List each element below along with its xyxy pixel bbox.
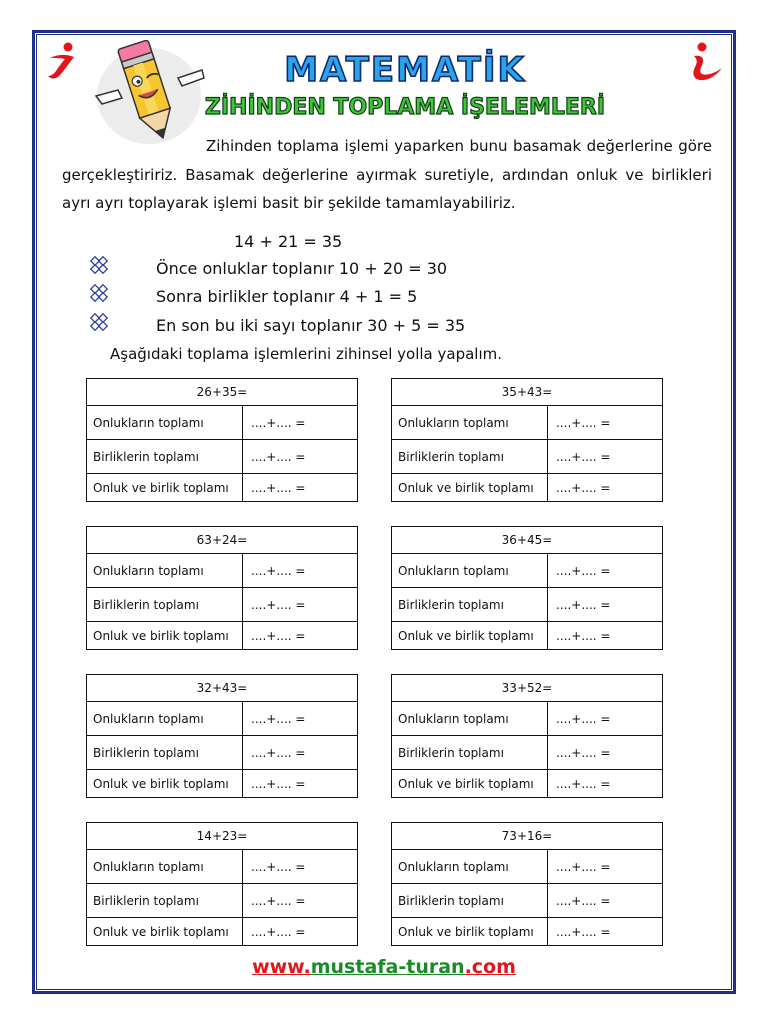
footer-site: mustafa-turan <box>310 956 465 978</box>
total-label: Onluk ve birlik toplamı <box>392 474 548 501</box>
tens-answer[interactable]: ....+.... = <box>556 859 611 874</box>
tens-label: Onlukların toplamı <box>392 850 548 883</box>
footer-prefix: www. <box>252 956 311 978</box>
total-answer[interactable]: ....+.... = <box>556 628 611 643</box>
calc-problem: 36+45= <box>392 527 662 554</box>
total-label: Onluk ve birlik toplamı <box>392 622 548 649</box>
total-answer[interactable]: ....+.... = <box>251 628 306 643</box>
calc-table <box>391 822 663 946</box>
tens-answer[interactable]: ....+.... = <box>556 563 611 578</box>
example-equation: 14 + 21 = 35 <box>234 232 343 251</box>
calc-problem: 26+35= <box>87 379 357 406</box>
clover-bullet-icon <box>90 284 108 302</box>
tens-label: Onlukların toplamı <box>392 702 548 735</box>
calc-table <box>391 674 663 798</box>
instruction-text: Aşağıdaki toplama işlemlerini zihinsel yolla yapalım. <box>110 345 503 363</box>
ones-label: Birliklerin toplamı <box>87 884 243 917</box>
calc-table <box>86 674 358 798</box>
total-label: Onluk ve birlik toplamı <box>87 770 243 797</box>
total-label: Onluk ve birlik toplamı <box>392 918 548 945</box>
ones-answer[interactable]: ....+.... = <box>251 893 306 908</box>
total-label: Onluk ve birlik toplamı <box>87 918 243 945</box>
calc-problem: 14+23= <box>87 823 357 850</box>
tens-label: Onlukların toplamı <box>87 406 243 439</box>
ones-answer[interactable]: ....+.... = <box>556 449 611 464</box>
total-answer[interactable]: ....+.... = <box>556 480 611 495</box>
footer-website-link[interactable] <box>0 955 768 979</box>
total-answer[interactable]: ....+.... = <box>251 924 306 939</box>
tens-label: Onlukların toplamı <box>87 702 243 735</box>
ones-label: Birliklerin toplamı <box>392 440 548 473</box>
calc-table <box>391 526 663 650</box>
calc-table <box>86 822 358 946</box>
intro-paragraph: Zihinden toplama işlemi yaparken bunu basamak değerlerine göre gerçekleştiririz. Basamak değerlerine ayırmak suretiyle, ardından onluk ve birlikleri ayrı ayrı toplayarak işlemi basit bir şekilde tamamlayabiliriz. <box>62 137 712 212</box>
ones-answer[interactable]: ....+.... = <box>251 449 306 464</box>
total-answer[interactable]: ....+.... = <box>251 480 306 495</box>
clover-bullet-icon <box>90 256 108 274</box>
brand-logo-left-icon <box>44 40 88 84</box>
tens-label: Onlukların toplamı <box>87 850 243 883</box>
tens-answer[interactable]: ....+.... = <box>251 563 306 578</box>
total-answer[interactable]: ....+.... = <box>556 776 611 791</box>
ones-answer[interactable]: ....+.... = <box>556 893 611 908</box>
brand-logo-right-icon <box>682 40 726 84</box>
ones-label: Birliklerin toplamı <box>392 588 548 621</box>
total-label: Onluk ve birlik toplamı <box>87 474 243 501</box>
calc-table <box>391 378 663 502</box>
total-label: Onluk ve birlik toplamı <box>392 770 548 797</box>
calc-table <box>86 526 358 650</box>
ones-label: Birliklerin toplamı <box>392 884 548 917</box>
clover-bullet-icon <box>90 313 108 331</box>
tens-label: Onlukların toplamı <box>392 406 548 439</box>
page-subtitle: ZİHİNDEN TOPLAMA İŞELEMLERİ <box>204 95 606 120</box>
ones-answer[interactable]: ....+.... = <box>251 745 306 760</box>
calc-problem: 32+43= <box>87 675 357 702</box>
calc-table <box>86 378 358 502</box>
total-answer[interactable]: ....+.... = <box>556 924 611 939</box>
calc-problem: 63+24= <box>87 527 357 554</box>
footer-suffix: .com <box>464 956 516 978</box>
ones-label: Birliklerin toplamı <box>392 736 548 769</box>
ones-label: Birliklerin toplamı <box>87 440 243 473</box>
example-step-text: Sonra birlikler toplanır 4 + 1 = 5 <box>156 287 418 306</box>
example-step-text: Önce onluklar toplanır 10 + 20 = 30 <box>156 259 448 278</box>
tens-label: Onlukların toplamı <box>87 554 243 587</box>
total-answer[interactable]: ....+.... = <box>251 776 306 791</box>
tens-answer[interactable]: ....+.... = <box>556 415 611 430</box>
total-label: Onluk ve birlik toplamı <box>87 622 243 649</box>
page-title: MATEMATİK <box>284 50 526 90</box>
tens-answer[interactable]: ....+.... = <box>251 711 306 726</box>
ones-label: Birliklerin toplamı <box>87 588 243 621</box>
tens-answer[interactable]: ....+.... = <box>251 415 306 430</box>
calc-problem: 73+16= <box>392 823 662 850</box>
example-step-text: En son bu iki sayı toplanır 30 + 5 = 35 <box>156 316 466 335</box>
calc-problem: 35+43= <box>392 379 662 406</box>
ones-answer[interactable]: ....+.... = <box>251 597 306 612</box>
ones-answer[interactable]: ....+.... = <box>556 597 611 612</box>
tens-answer[interactable]: ....+.... = <box>556 711 611 726</box>
tens-answer[interactable]: ....+.... = <box>251 859 306 874</box>
calc-problem: 33+52= <box>392 675 662 702</box>
ones-label: Birliklerin toplamı <box>87 736 243 769</box>
ones-answer[interactable]: ....+.... = <box>556 745 611 760</box>
tens-label: Onlukların toplamı <box>392 554 548 587</box>
